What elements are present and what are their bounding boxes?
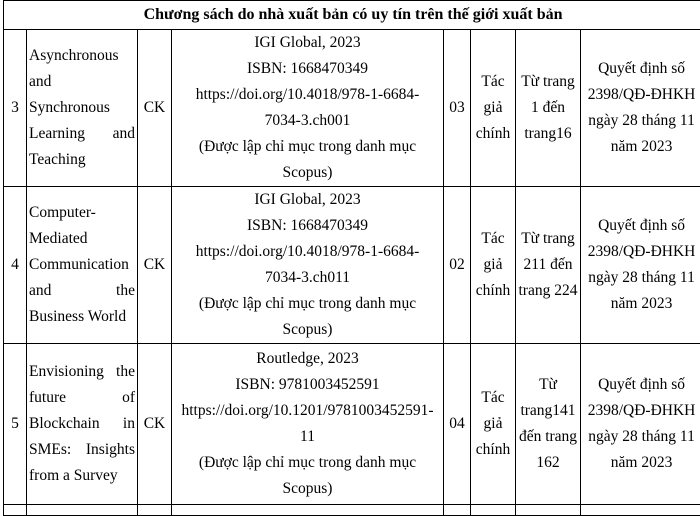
decision-ref	[581, 187, 700, 344]
chapter-title-line: from a Survey	[29, 463, 135, 489]
chapter-title-line: and the	[29, 278, 135, 304]
chapter-title	[27, 30, 138, 187]
decision-ref-line: 2398/QĐ-ĐHKH	[581, 82, 700, 108]
publisher-info-line: IGI Global, 2023	[174, 187, 441, 213]
doi-link[interactable]: https://doi.org/10.4018/978-1-6684-	[174, 239, 441, 265]
table-row	[4, 187, 700, 344]
author-role-line: Tác	[471, 385, 515, 411]
doi-link[interactable]: https://doi.org/10.4018/978-1-6684-	[174, 82, 441, 108]
page-range-line: trang 224	[516, 278, 580, 304]
author-count: 02	[444, 187, 471, 344]
chapter-title-line: and	[29, 69, 135, 95]
chapter-title-line: Teaching	[29, 147, 135, 173]
table-row	[4, 30, 700, 187]
doi-link[interactable]: 11	[174, 424, 441, 450]
decision-ref-line: năm 2023	[581, 450, 700, 476]
empty-cell	[581, 505, 700, 516]
doi-link[interactable]: 7034-3.ch011	[174, 265, 441, 291]
author-role	[471, 187, 516, 344]
empty-cell	[138, 505, 172, 516]
empty-cell	[471, 505, 516, 516]
publisher-info-line: ISBN: 9781003452591	[174, 372, 441, 398]
chapter-title-line: Asynchronous	[29, 43, 135, 69]
page-range-line: trang16	[516, 121, 580, 147]
author-role-line: chính	[471, 121, 515, 147]
row-number: 3	[4, 30, 27, 187]
row-number: 5	[4, 344, 27, 505]
publisher-info-line: (Được lập chỉ mục trong danh mục	[174, 291, 441, 317]
decision-ref-line: 2398/QĐ-ĐHKH	[581, 398, 700, 424]
decision-ref-line: ngày 28 tháng 11	[581, 424, 700, 450]
publisher-info-line: ISBN: 1668470349	[174, 56, 441, 82]
empty-cell	[172, 505, 444, 516]
decision-ref-line: ngày 28 tháng 11	[581, 265, 700, 291]
publisher-info-line: Scopus)	[174, 476, 441, 502]
decision-ref-line: 2398/QĐ-ĐHKH	[581, 239, 700, 265]
page-range-line: đến trang	[516, 424, 580, 450]
page-range-line: 162	[516, 450, 580, 476]
chapter-title	[27, 344, 138, 505]
row-number: 4	[4, 187, 27, 344]
chapter-title-line: Business World	[29, 304, 135, 330]
publisher-info	[172, 187, 444, 344]
table-body	[4, 30, 700, 516]
author-role-line: chính	[471, 437, 515, 463]
table-row	[4, 344, 700, 505]
chapter-title-line: SMEs: Insights	[29, 437, 135, 463]
empty-cell	[4, 505, 27, 516]
decision-ref-line: ngày 28 tháng 11	[581, 108, 700, 134]
doi-link[interactable]: https://doi.org/10.1201/9781003452591-	[174, 398, 441, 424]
author-role-line: chính	[471, 278, 515, 304]
page-range-line: Từ trang	[516, 69, 580, 95]
author-role-line: giả	[471, 95, 515, 121]
page-range	[516, 187, 581, 344]
publisher-info	[172, 30, 444, 187]
page-range	[516, 344, 581, 505]
author-role-line: Tác	[471, 69, 515, 95]
empty-cell	[516, 505, 581, 516]
decision-ref-line: năm 2023	[581, 291, 700, 317]
chapter-title-line: Blockchain in	[29, 411, 135, 437]
decision-ref-line: Quyết định số	[581, 372, 700, 398]
table-row-partial	[4, 505, 700, 516]
chapter-title-line: Communication	[29, 252, 135, 278]
decision-ref-line: Quyết định số	[581, 56, 700, 82]
chapter-title-line: Learning and	[29, 121, 135, 147]
decision-ref	[581, 30, 700, 187]
publication-table	[3, 0, 700, 516]
chapter-title-line: Envisioning the	[29, 359, 135, 385]
chapter-title-line: future of	[29, 385, 135, 411]
author-count: 04	[444, 344, 471, 505]
publisher-info-line: (Được lập chỉ mục trong danh mục	[174, 134, 441, 160]
section-heading: Chương sách do nhà xuất bản có uy tín trên thế giới xuất bản	[4, 1, 700, 30]
author-count: 03	[444, 30, 471, 187]
page-range	[516, 30, 581, 187]
page-range-line: 211 đến	[516, 252, 580, 278]
chapter-title	[27, 187, 138, 344]
publisher-info-line: Scopus)	[174, 317, 441, 343]
chapter-kind: CK	[138, 30, 172, 187]
publisher-info-line: Routledge, 2023	[174, 346, 441, 372]
decision-ref-line: Quyết định số	[581, 213, 700, 239]
author-role-line: giả	[471, 252, 515, 278]
page-range-line: trang141	[516, 398, 580, 424]
doi-link[interactable]: 7034-3.ch001	[174, 108, 441, 134]
chapter-kind: CK	[138, 187, 172, 344]
publisher-info-line: Scopus)	[174, 160, 441, 186]
publisher-info-line: IGI Global, 2023	[174, 30, 441, 56]
empty-cell	[444, 505, 471, 516]
author-role-line: giả	[471, 411, 515, 437]
author-role-line: Tác	[471, 226, 515, 252]
author-role	[471, 344, 516, 505]
author-role	[471, 30, 516, 187]
publisher-info-line: ISBN: 1668470349	[174, 213, 441, 239]
publisher-info-line: (Được lập chỉ mục trong danh mục	[174, 450, 441, 476]
decision-ref-line: năm 2023	[581, 134, 700, 160]
chapter-title-line: Computer-	[29, 200, 135, 226]
publisher-info	[172, 344, 444, 505]
chapter-title-line: Mediated	[29, 226, 135, 252]
chapter-title-line: Synchronous	[29, 95, 135, 121]
empty-cell	[27, 505, 138, 516]
chapter-kind: CK	[138, 344, 172, 505]
section-heading-row	[4, 1, 700, 30]
page-range-line: 1 đến	[516, 95, 580, 121]
page-range-line: Từ trang	[516, 226, 580, 252]
page-range-line: Từ	[516, 372, 580, 398]
decision-ref	[581, 344, 700, 505]
